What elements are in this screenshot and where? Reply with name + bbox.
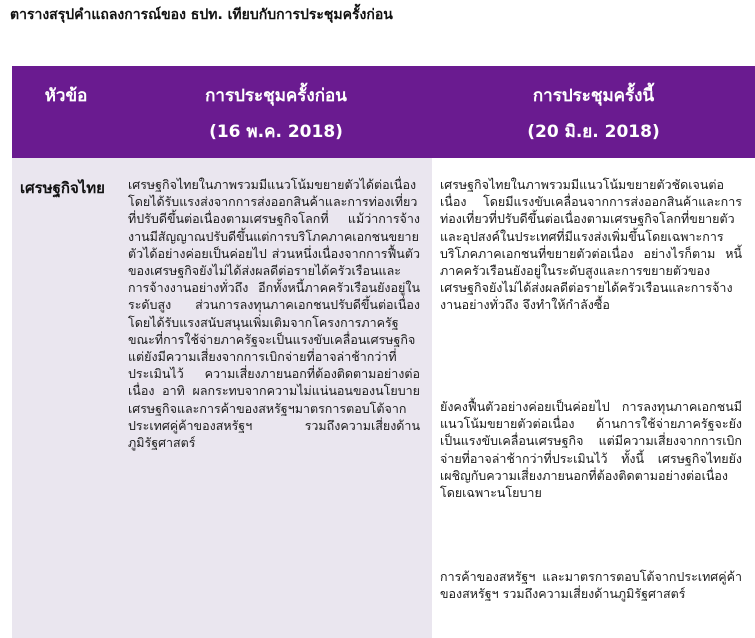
document-title: ตารางสรุปคำแถลงการณ์ของ ธปท. เทียบกับการประชุมครั้งก่อน [10,7,393,23]
header-current-meeting [432,66,755,158]
header-previous-title: การประชุมครั้งก่อน [205,86,347,106]
header-topic [12,66,120,158]
header-current-date: (20 มิ.ย. 2018) [527,122,660,142]
topic-label: เศรษฐกิจไทย [20,179,105,197]
header-current-title: การประชุมครั้งนี้ [532,86,655,106]
table-row [12,158,755,638]
previous-statement: เศรษฐกิจไทยในภาพรวมมีแนวโน้มขยายตัวได้ต่อเนื่อง โดยได้รับแรงส่งจากการส่งออกสินค้าและการท่องเที่ยวที่ปรับดีขึ้นต่อเนื่องตามเศรษฐกิจโลกที่ แม้ว่าการจ้างงานมีสัญญาณปรับดีขึ้นแต่การบริโภคภาคเอกชนขยายตัวได้อย่างค่อยเป็นค่อยไป ส่วนหนึ่งเนื่องจากการฟื้นตัวของเศรษฐกิจยังไม่ได้ส่งผลดีต่อรายได้ครัวเรือนและการจ้างงานอย่างทั่วถึง อีกทั้งหนี้ภาคครัวเรือนยังอยู่ในระดับสูง ส่วนการลงทุนภาคเอกชนปรับดีขึ้นต่อเนื่องโดยได้รับแรงสนับสนุนเพิ่มเติมจากโครงการภาครัฐ ขณะที่การใช้จ่ายภาครัฐจะเป็นแรงขับเคลื่อนเศรษฐกิจ แต่ยังมีความเสี่ยงจากการเบิกจ่ายที่อาจล่าช้ากว่าที่ประเมินไว้ ความเสี่ยงภายนอกที่ต้องติดตามอย่างต่อเนื่อง อาทิ ผลกระทบจากความไม่แน่นอนของนโยบายเศรษฐกิจและการค้าของสหรัฐฯมาตรการตอบโต้จากประเทศคู่ค้าของสหรัฐฯ รวมถึงความเสี่ยงด้านภูมิรัฐศาสตร์ [128,177,420,451]
current-statement-paragraph-2: ยังคงฟื้นตัวอย่างค่อยเป็นค่อยไป การลงทุนภาคเอกชนมีแนวโน้มขยายตัวต่อเนื่อง ด้านการใช้จ่ายภาครัฐจะยังเป็นแรงขับเคลื่อนเศรษฐกิจ แต่มีความเสี่ยงจากการเบิกจ่ายที่อาจล่าช้ากว่าที่ประเมินไว้ ทั้งนี้ เศรษฐกิจไทยยังเผชิญกับความเสี่ยงภายนอกที่ต้องติดตามอย่างต่อเนื่อง โดยเฉพาะนโยบาย [440,399,742,501]
current-statement-paragraph-3: การค้าของสหรัฐฯ และมาตรการตอบโต้จากประเทศคู่ค้าของสหรัฐฯ รวมถึงความเสี่ยงด้านภูมิรัฐศาสตร์ [440,569,742,602]
current-meeting-cell [432,158,755,638]
table-header-row [12,66,755,158]
previous-meeting-cell [120,158,432,638]
current-statement-paragraph-1: เศรษฐกิจไทยในภาพรวมมีแนวโน้มขยายตัวชัดเจนต่อเนื่อง โดยมีแรงขับเคลื่อนจากการส่งออกสินค้าและการท่องเที่ยวที่ปรับดีขึ้นต่อเนื่องตามเศรษฐกิจโลกที่ขยายตัวและอุปสงค์ในประเทศที่มีแรงส่งเพิ่มขึ้นโดยเฉพาะการบริโภคภาคเอกชนที่ขยายตัวต่อเนื่อง อย่างไรก็ตาม หนี้ภาคครัวเรือนยังอยู่ในระดับสูงและการขยายตัวของเศรษฐกิจยังไม่ได้ส่งผลดีต่อรายได้ครัวเรือนและการจ้างงานอย่างทั่วถึง จึงทำให้กำลังซื้อ [440,177,742,313]
header-topic-label: หัวข้อ [44,86,88,106]
topic-cell [12,158,120,638]
header-previous-meeting [120,66,432,158]
header-previous-date: (16 พ.ค. 2018) [209,122,343,142]
